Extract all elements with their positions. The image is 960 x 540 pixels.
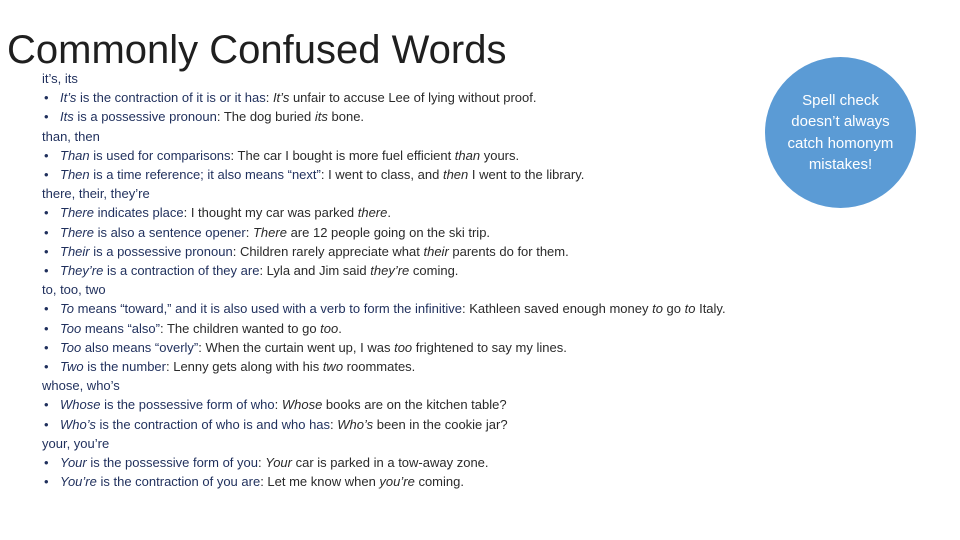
group-label: to, too, two bbox=[42, 282, 106, 298]
example bbox=[198, 340, 567, 355]
example-emphasis: to bbox=[652, 301, 663, 317]
example-text: : I went to class, and bbox=[320, 167, 443, 183]
bullet: • bbox=[44, 147, 49, 163]
example-emphasis: than bbox=[454, 147, 481, 163]
example-text: : bbox=[330, 416, 338, 432]
bullet: • bbox=[44, 320, 49, 336]
example-text: : The dog buried bbox=[216, 109, 315, 125]
example-text: coming. bbox=[414, 474, 464, 490]
term: You’re bbox=[60, 474, 97, 490]
definition: is used for comparisons bbox=[89, 147, 231, 163]
example-emphasis: two bbox=[322, 359, 344, 375]
definition: indicates place bbox=[93, 205, 184, 221]
definition: is a time reference; it also means “next” bbox=[89, 167, 321, 183]
bullet: • bbox=[44, 109, 49, 125]
example bbox=[231, 148, 520, 163]
term: There bbox=[60, 224, 94, 240]
example-text: : I thought my car was parked bbox=[183, 205, 358, 221]
example-text: : When the curtain went up, I was bbox=[198, 339, 395, 355]
example-text: car is parked in a tow-away zone. bbox=[291, 455, 489, 471]
example-emphasis: there bbox=[357, 205, 388, 221]
example bbox=[259, 263, 458, 278]
definition: is the possessive form of you bbox=[86, 455, 258, 471]
list-item bbox=[42, 88, 762, 107]
word-list bbox=[42, 69, 762, 491]
bullet: • bbox=[44, 339, 49, 355]
list-item bbox=[42, 415, 762, 434]
list-item bbox=[42, 165, 762, 184]
bullet: • bbox=[44, 90, 49, 106]
example-text: : bbox=[258, 455, 266, 471]
definition: is the number bbox=[83, 359, 166, 375]
example-text: : Children rarely appreciate what bbox=[232, 243, 424, 259]
example bbox=[266, 90, 537, 105]
example-text: : Kathleen saved enough money bbox=[462, 301, 653, 317]
term: There bbox=[60, 205, 94, 221]
definition: means “toward,” and it is also used with a verb to form the infinitive bbox=[73, 301, 462, 317]
group-label: than, then bbox=[42, 128, 100, 144]
list-item bbox=[42, 223, 762, 242]
term: Its bbox=[60, 109, 74, 125]
term: Who’s bbox=[60, 416, 96, 432]
example-text: : Lyla and Jim said bbox=[259, 263, 371, 279]
example-emphasis: their bbox=[423, 243, 449, 259]
definition: means “also” bbox=[81, 320, 160, 336]
example-emphasis: Who’s bbox=[337, 416, 374, 432]
example bbox=[321, 167, 585, 182]
example-text: Italy. bbox=[695, 301, 726, 317]
list-item bbox=[42, 395, 762, 414]
example-emphasis: too bbox=[320, 320, 339, 336]
example-text: books are on the kitchen table? bbox=[322, 397, 507, 413]
example-emphasis: you’re bbox=[379, 474, 415, 490]
list-item bbox=[42, 453, 762, 472]
list-item bbox=[42, 146, 762, 165]
definition: is the contraction of it is or it has bbox=[76, 90, 266, 106]
example-text: : bbox=[265, 90, 273, 106]
bullet: • bbox=[44, 263, 49, 279]
example-text: coming. bbox=[409, 263, 459, 279]
example-text: I went to the library. bbox=[468, 167, 585, 183]
list-item bbox=[42, 107, 762, 126]
bullet: • bbox=[44, 359, 49, 375]
example-text: parents do for them. bbox=[448, 243, 569, 259]
example-text: : Let me know when bbox=[260, 474, 380, 490]
bullet: • bbox=[44, 205, 49, 221]
example bbox=[260, 474, 464, 489]
example bbox=[330, 417, 508, 432]
example-text: . bbox=[387, 205, 391, 221]
definition: is a possessive pronoun bbox=[73, 109, 217, 125]
example-emphasis: then bbox=[442, 167, 469, 183]
list-item bbox=[42, 338, 762, 357]
group-label: your, you’re bbox=[42, 435, 110, 451]
callout-text: Spell check doesn’t always catch homonym mistakes! bbox=[787, 91, 894, 173]
list-item bbox=[42, 357, 762, 376]
example-emphasis: its bbox=[314, 109, 328, 125]
term: Too bbox=[60, 320, 82, 336]
example bbox=[246, 225, 490, 240]
example-emphasis: Whose bbox=[281, 397, 323, 413]
term: Too bbox=[60, 339, 82, 355]
example-emphasis: Your bbox=[265, 455, 292, 471]
definition: is the contraction of you are bbox=[96, 474, 261, 490]
definition: is a possessive pronoun bbox=[89, 243, 233, 259]
example-emphasis: There bbox=[252, 224, 287, 240]
definition: is the possessive form of who bbox=[100, 397, 275, 413]
example bbox=[160, 321, 342, 336]
spell-check-callout bbox=[765, 57, 916, 208]
term: Then bbox=[60, 167, 90, 183]
example-emphasis: too bbox=[394, 339, 413, 355]
example bbox=[275, 397, 507, 412]
term: Their bbox=[60, 243, 90, 259]
bullet: • bbox=[44, 455, 49, 471]
example bbox=[217, 109, 364, 124]
example bbox=[462, 301, 726, 316]
bullet: • bbox=[44, 397, 49, 413]
term: Than bbox=[60, 147, 90, 163]
bullet: • bbox=[44, 474, 49, 490]
example-emphasis: they’re bbox=[370, 263, 410, 279]
example-text: are 12 people going on the ski trip. bbox=[286, 224, 491, 240]
definition: is also a sentence opener bbox=[93, 224, 246, 240]
bullet: • bbox=[44, 243, 49, 259]
example-emphasis: to bbox=[684, 301, 696, 317]
term: To bbox=[60, 301, 74, 317]
bullet: • bbox=[44, 301, 49, 317]
list-item bbox=[42, 203, 762, 222]
example-text: frightened to say my lines. bbox=[412, 339, 567, 355]
bullet: • bbox=[44, 224, 49, 240]
group-label: there, their, they’re bbox=[42, 186, 150, 202]
term: They’re bbox=[60, 263, 104, 279]
group-label: it’s, its bbox=[42, 71, 78, 86]
example-text: : Lenny gets along with his bbox=[165, 359, 323, 375]
example-text: . bbox=[338, 320, 342, 336]
example bbox=[258, 455, 489, 470]
term: Your bbox=[60, 455, 87, 471]
bullet: • bbox=[44, 167, 49, 183]
example-text: unfair to accuse Lee of lying without proof. bbox=[289, 90, 537, 106]
example bbox=[233, 244, 569, 259]
example bbox=[166, 359, 415, 374]
example-text: go bbox=[662, 301, 685, 317]
example-text: : The children wanted to go bbox=[159, 320, 321, 336]
term: Whose bbox=[60, 397, 101, 413]
list-item bbox=[42, 319, 762, 338]
list-item bbox=[42, 472, 762, 491]
definition: is a contraction of they are bbox=[103, 263, 260, 279]
example-text: been in the cookie jar? bbox=[373, 416, 508, 432]
example-text: roommates. bbox=[343, 359, 416, 375]
example-text: bone. bbox=[327, 109, 365, 125]
example-text: yours. bbox=[480, 147, 520, 163]
list-item bbox=[42, 299, 762, 318]
example-emphasis: It’s bbox=[272, 90, 290, 106]
list-item bbox=[42, 242, 762, 261]
group-label: whose, who’s bbox=[42, 378, 120, 394]
example-text: : bbox=[245, 224, 253, 240]
definition: also means “overly” bbox=[81, 339, 199, 355]
list-item bbox=[42, 261, 762, 280]
example-text: : The car I bought is more fuel efficient bbox=[230, 147, 455, 163]
example-text: : bbox=[274, 397, 282, 413]
example bbox=[184, 205, 391, 220]
bullet: • bbox=[44, 416, 49, 432]
slide-title: Commonly Confused Words bbox=[7, 28, 507, 72]
term: It’s bbox=[60, 90, 77, 106]
definition: is the contraction of who is and who has bbox=[95, 416, 331, 432]
term: Two bbox=[60, 359, 84, 375]
